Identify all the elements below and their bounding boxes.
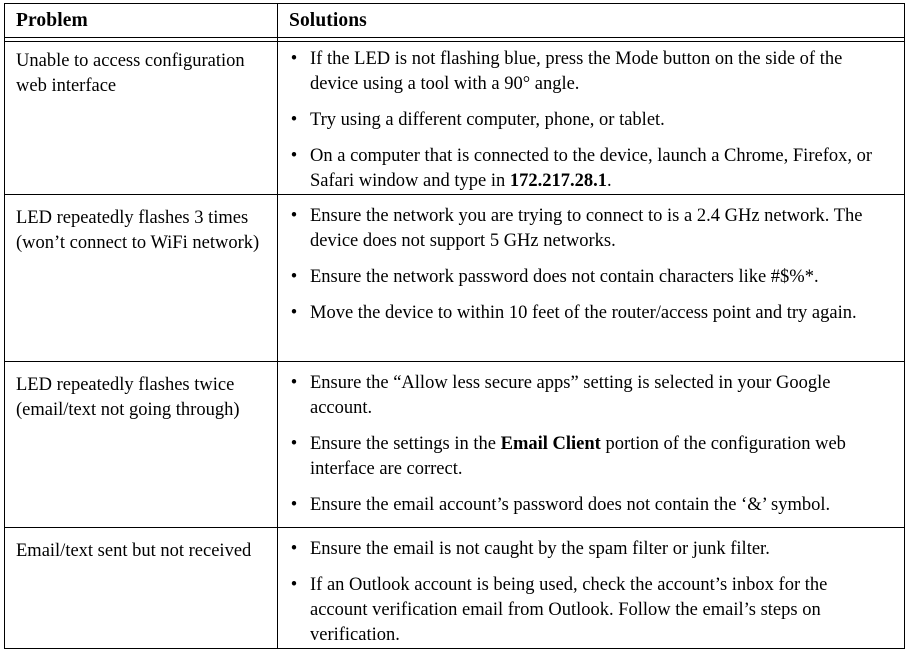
problem-cell	[5, 528, 278, 649]
solution-text	[310, 301, 892, 326]
problem-text: LED repeatedly flashes 3 times (won’t connect to WiFi network)	[16, 208, 260, 253]
solution-text-segment: .	[607, 171, 612, 191]
solutions-cell	[278, 362, 905, 528]
solution-text	[310, 144, 892, 194]
solution-text	[310, 371, 892, 421]
solution-text-segment: Try using a different computer, phone, or tablet.	[310, 110, 665, 130]
solution-bullet-item	[278, 371, 892, 421]
solutions-list	[278, 195, 904, 326]
troubleshooting-table	[4, 3, 905, 649]
solution-text-segment: If the LED is not flashing blue, press the Mode button on the side of the device using a tool with a 90° angle.	[310, 49, 843, 94]
problem-text: Unable to access configuration web interface	[16, 51, 245, 96]
solution-text-segment: Ensure the “Allow less secure apps” setting is selected in your Google account.	[310, 373, 831, 418]
solution-text-segment: Ensure the settings in the	[310, 434, 501, 454]
solutions-cell	[278, 528, 905, 649]
table-body	[5, 38, 905, 649]
bullet-point-icon: •	[290, 373, 298, 393]
problem-cell	[5, 38, 278, 195]
problem-cell	[5, 362, 278, 528]
problem-text: LED repeatedly flashes twice (email/text not going through)	[16, 375, 240, 420]
solution-text	[310, 573, 892, 648]
bullet-point-icon: •	[290, 110, 298, 130]
solution-text	[310, 537, 892, 562]
solution-text-segment: On a computer that is connected to the device, launch a Chrome, Firefox, or Safari window and type in	[310, 146, 873, 191]
solution-emphasis-text: 172.217.28.1	[509, 171, 607, 191]
table-header-row	[5, 4, 905, 38]
solution-bullet-item	[278, 301, 892, 326]
column-header-problem	[5, 4, 278, 38]
solution-text-segment: Move the device to within 10 feet of the router/access point and try again.	[310, 303, 857, 323]
solution-text	[310, 204, 892, 254]
solution-bullet-item	[278, 47, 892, 97]
bullet-point-icon: •	[290, 146, 298, 166]
solutions-cell	[278, 195, 905, 362]
solution-emphasis-text: Email Client	[500, 434, 601, 454]
bullet-point-icon: •	[290, 206, 298, 226]
table-row	[5, 38, 905, 195]
solution-text-segment: Ensure the network you are trying to connect to is a 2.4 GHz network. The device does not support 5 GHz networks.	[310, 206, 863, 251]
solution-text-segment: portion of the configuration web interface are correct.	[310, 434, 846, 479]
bullet-point-icon: •	[290, 267, 298, 287]
column-header-problem-label: Problem	[16, 10, 88, 31]
solution-text	[310, 432, 892, 482]
bullet-point-icon: •	[290, 303, 298, 323]
table-row	[5, 195, 905, 362]
solution-bullet-item	[278, 108, 892, 133]
solution-text	[310, 47, 892, 97]
solution-bullet-item	[278, 204, 892, 254]
solution-text	[310, 108, 892, 133]
header-double-rule	[4, 41, 904, 42]
solutions-list	[278, 362, 904, 518]
bullet-point-icon: •	[290, 495, 298, 515]
solutions-cell	[278, 38, 905, 195]
solution-bullet-item	[278, 144, 892, 194]
problem-cell	[5, 195, 278, 362]
solution-bullet-item	[278, 265, 892, 290]
column-header-solutions-label: Solutions	[289, 10, 367, 31]
table-header	[5, 4, 905, 38]
solution-text-segment: Ensure the network password does not contain characters like #$%*.	[310, 267, 819, 287]
solution-text-segment: Ensure the email is not caught by the spam filter or junk filter.	[310, 539, 770, 559]
solutions-list	[278, 528, 904, 648]
column-header-solutions	[278, 4, 905, 38]
solution-text	[310, 493, 892, 518]
problem-text: Email/text sent but not received	[16, 541, 252, 561]
bullet-point-icon: •	[290, 575, 298, 595]
table-row	[5, 362, 905, 528]
solution-bullet-item	[278, 493, 892, 518]
solution-bullet-item	[278, 432, 892, 482]
solution-text-segment: Ensure the email account’s password does not contain the ‘&’ symbol.	[310, 495, 831, 515]
solutions-list	[278, 38, 904, 194]
solution-bullet-item	[278, 573, 892, 648]
solution-text	[310, 265, 892, 290]
solution-text-segment: If an Outlook account is being used, check the account’s inbox for the account verification email from Outlook. Follow the email’s steps on verification.	[310, 575, 828, 645]
bullet-point-icon: •	[290, 434, 298, 454]
solution-bullet-item	[278, 537, 892, 562]
bullet-point-icon: •	[290, 539, 298, 559]
table-row	[5, 528, 905, 649]
bullet-point-icon: •	[290, 49, 298, 69]
